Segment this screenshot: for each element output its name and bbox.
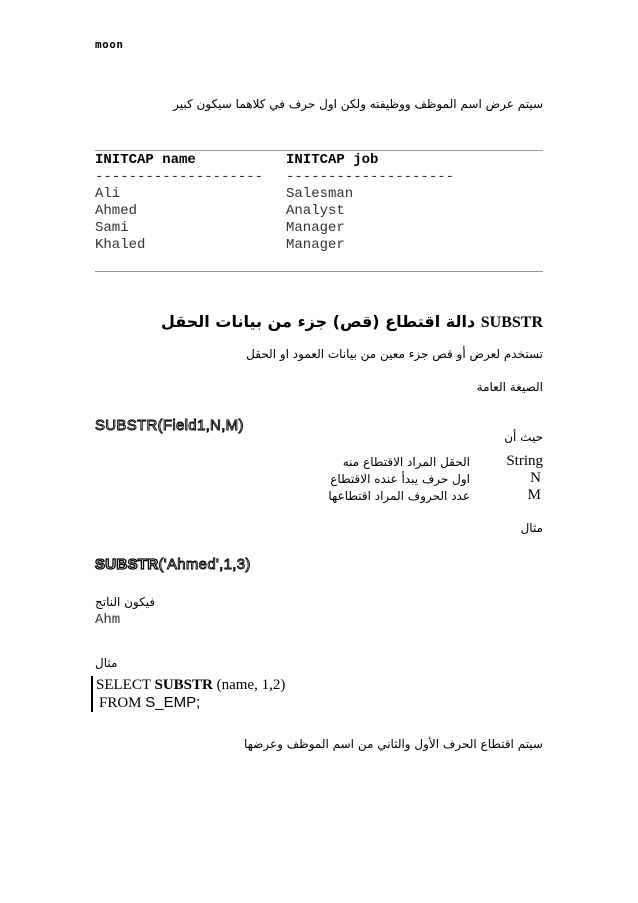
- example-line: [95, 556, 251, 573]
- table-header-row: [95, 152, 545, 169]
- section-description: تستخدم لعرض أو قص جزء معين من بيانات العمود او الحقل: [246, 347, 543, 361]
- cell-job: Salesman: [286, 186, 354, 202]
- table-bottom-rule: [95, 271, 543, 272]
- table-separator-row: [95, 169, 545, 186]
- table-top-rule: [95, 150, 543, 151]
- cell-name: Khaled: [95, 237, 146, 253]
- sql-line-from: [99, 694, 200, 712]
- cell-name: Ahmed: [95, 203, 138, 219]
- cell-job: Analyst: [286, 203, 345, 219]
- example-label: مثال: [520, 521, 543, 535]
- sql-args: (name, 1,2): [216, 677, 286, 693]
- cell-job: Manager: [286, 237, 345, 253]
- sql-substr-keyword: SUBSTR: [154, 677, 213, 693]
- table-row: [95, 237, 545, 254]
- sql-block: [91, 676, 93, 712]
- where-label: حيث أن: [504, 430, 543, 444]
- column-header-name: INITCAP name: [95, 152, 196, 168]
- sql-table-name: S_EMP;: [145, 694, 201, 711]
- table-row: [95, 220, 545, 237]
- example-keyword: SUBSTR: [95, 556, 159, 573]
- section-title-keyword: SUBSTR: [480, 314, 543, 331]
- general-form-label: الصيغة العامة: [476, 380, 543, 394]
- table-row: [95, 203, 545, 220]
- param-description: الحقل المراد الاقتطاع منه: [342, 455, 470, 469]
- cell-job: Manager: [286, 220, 345, 236]
- param-description: اول حرف يبدأ عنده الاقتطاع: [330, 472, 470, 486]
- result-table: [95, 152, 545, 254]
- result-value: Ahm: [95, 612, 121, 628]
- section-title-text: دالة اقتطاع (قص) جزء من بيانات الحقل: [160, 312, 476, 331]
- cell-name: Ali: [95, 186, 121, 202]
- sql-line-select: [96, 677, 285, 694]
- separator-job: --------------------: [286, 169, 455, 185]
- author-header: moon: [95, 38, 124, 51]
- example2-label: مثال: [95, 656, 118, 670]
- intro-text: سيتم عرض اسم الموظف ووظيفته ولكن اول حرف في كلاهما سيكون كبير: [173, 97, 543, 111]
- example-args: ('Ahmed',1,3): [158, 556, 251, 573]
- column-header-job: INITCAP job: [286, 152, 379, 168]
- separator-name: --------------------: [95, 169, 264, 185]
- cell-name: Sami: [95, 220, 129, 236]
- sql-select-keyword: SELECT: [96, 677, 151, 693]
- closing-text: سيتم اقتطاع الحرف الأول والثاني من اسم الموظف وعرضها: [243, 737, 543, 751]
- result-label: فيكون الناتج: [95, 595, 156, 609]
- param-name: String: [506, 453, 543, 469]
- param-name: M: [527, 487, 541, 503]
- syntax-line: SUBSTR(Field1,N,M): [95, 417, 244, 434]
- section-title: [161, 312, 543, 332]
- table-row: [95, 186, 545, 203]
- param-description: عدد الحروف المراد اقتطاعها: [328, 489, 470, 503]
- sql-from-keyword: FROM: [99, 695, 142, 711]
- param-name: N: [530, 470, 541, 486]
